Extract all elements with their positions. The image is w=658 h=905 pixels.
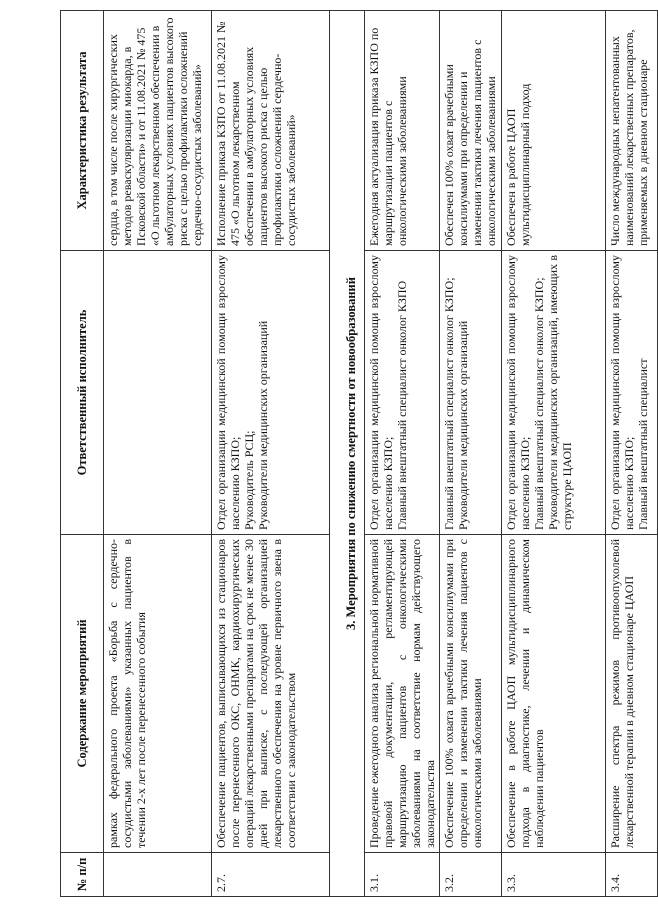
- row-responsible: [104, 251, 212, 535]
- row-content: Расширение спектра режимов противоопухолевой лекарственной терапии в дневном стационаре ЦАОП: [606, 535, 658, 853]
- row-responsible: [212, 251, 330, 535]
- table-row: [365, 11, 440, 897]
- table-header-row: [61, 11, 104, 897]
- row-responsible: [365, 251, 440, 535]
- row-number: 3.3.: [502, 853, 606, 897]
- responsible-line: Главный внештатный специалист онколог КЗПО: [395, 280, 409, 530]
- row-result: Число международных непатентованных наименований лекарственных препаратов, применяемых в дневном стационаре: [606, 11, 658, 251]
- responsible-line: Руководители медицинских организаций, имеющих в структуре ЦАОП: [546, 255, 574, 530]
- row-responsible: [502, 251, 606, 535]
- table-row: [104, 11, 212, 897]
- row-responsible: [440, 251, 502, 535]
- row-content: Проведение ежегодного анализа региональной нормативной правовой документации, регламентирующей маршрутизацию пациентов с онкологическими заболеваниями на соответствие нормам действующего законодательства: [365, 535, 440, 853]
- header-result: Характеристика результата: [61, 11, 104, 251]
- responsible-line: Главный внештатный специалист онколог КЗПО;: [532, 277, 546, 530]
- row-content: Обеспечение 100% охвата врачебными консилиумами при определении и изменении тактики лечения пациентов с онкологическими заболеваниями: [440, 535, 502, 853]
- activities-table: [60, 10, 658, 897]
- row-number: 3.2.: [440, 853, 502, 897]
- row-result: Исполнение приказа КЗПО от 11.08.2021 № 475 «О льготном лекарственном обеспечении в амбулаторных условиях пациентов высокого риска с целью профилактики осложнений сердечно-сосудистых заболеваний»: [212, 11, 330, 251]
- header-num: № п/п: [61, 853, 104, 897]
- header-responsible: Ответственный исполнитель: [61, 251, 104, 535]
- responsible-line: Отдел организации медицинской помощи взрослому населению КЗПО;: [504, 255, 532, 530]
- row-number: [104, 853, 212, 897]
- row-result: Обеспечен 100% охват врачебными консилиумами при определении и изменении тактики лечения пациентов с онкологическими заболеваниями: [440, 11, 502, 251]
- responsible-line: Отдел организации медицинской помощи взрослому населению КЗПО;: [367, 255, 395, 530]
- responsible-line: Отдел организации медицинской помощи взрослому населению КЗПО;: [214, 255, 242, 530]
- responsible-line: Руководители медицинских организаций: [256, 320, 270, 530]
- responsible-line: Отдел организации медицинской помощи взрослому населению КЗПО;: [608, 255, 636, 530]
- row-content: Обеспечение в работе ЦАОП мультидисциплинарного подхода в диагностике, лечении и динамическом наблюдении пациентов: [502, 535, 606, 853]
- responsible-line: Главный внештатный специалист: [636, 358, 650, 530]
- table-row: [212, 11, 330, 897]
- row-number: 2.7.: [212, 853, 330, 897]
- section-title: 3. Мероприятия по снижению смертности от новообразований: [330, 11, 365, 897]
- row-number: 3.1.: [365, 853, 440, 897]
- row-result: Ежегодная актуализация приказа КЗПО по маршрутизации пациентов с онкологическими заболеваниями: [365, 11, 440, 251]
- row-content: Обеспечение пациентов, выписывающихся из стационаров после перенесенного ОКС, ОНМК, кардиохирургических операций лекарственными препаратами на срок не менее 30 дней при выписке, с последующей организацией лекарственного обеспечения на уровне первичного звена в соответствии с законодательством: [212, 535, 330, 853]
- row-result: сердца, в том числе после хирургических методов реваскуляризации миокарда, в Псковской области» и от 11.08.2021 № 475 «О льготном лекарственном обеспечении в амбулаторных условиях пациентов высокого риска с целью профилактики осложнений сердечно-сосудистых заболеваний»: [104, 11, 212, 251]
- table-row: [440, 11, 502, 897]
- responsible-line: Главный внештатный специалист онколог КЗПО;: [442, 277, 456, 530]
- responsible-line: Руководитель РСЦ;: [242, 430, 256, 530]
- row-number: 3.4.: [606, 853, 658, 897]
- responsible-line: Руководители медицинских организаций: [456, 320, 470, 530]
- table-row: [606, 11, 658, 897]
- section-heading-row: [330, 11, 365, 897]
- table-row: [502, 11, 606, 897]
- row-content: рамках федерального проекта «Борьба с сердечно-сосудистыми заболеваниями» указанных пациентов в течении 2-х лет после перенесенного события: [104, 535, 212, 853]
- header-content: Содержание мероприятий: [61, 535, 104, 853]
- row-responsible: [606, 251, 658, 535]
- row-result: Обеспечен в работе ЦАОП мультидисциплинарный подход: [502, 11, 606, 251]
